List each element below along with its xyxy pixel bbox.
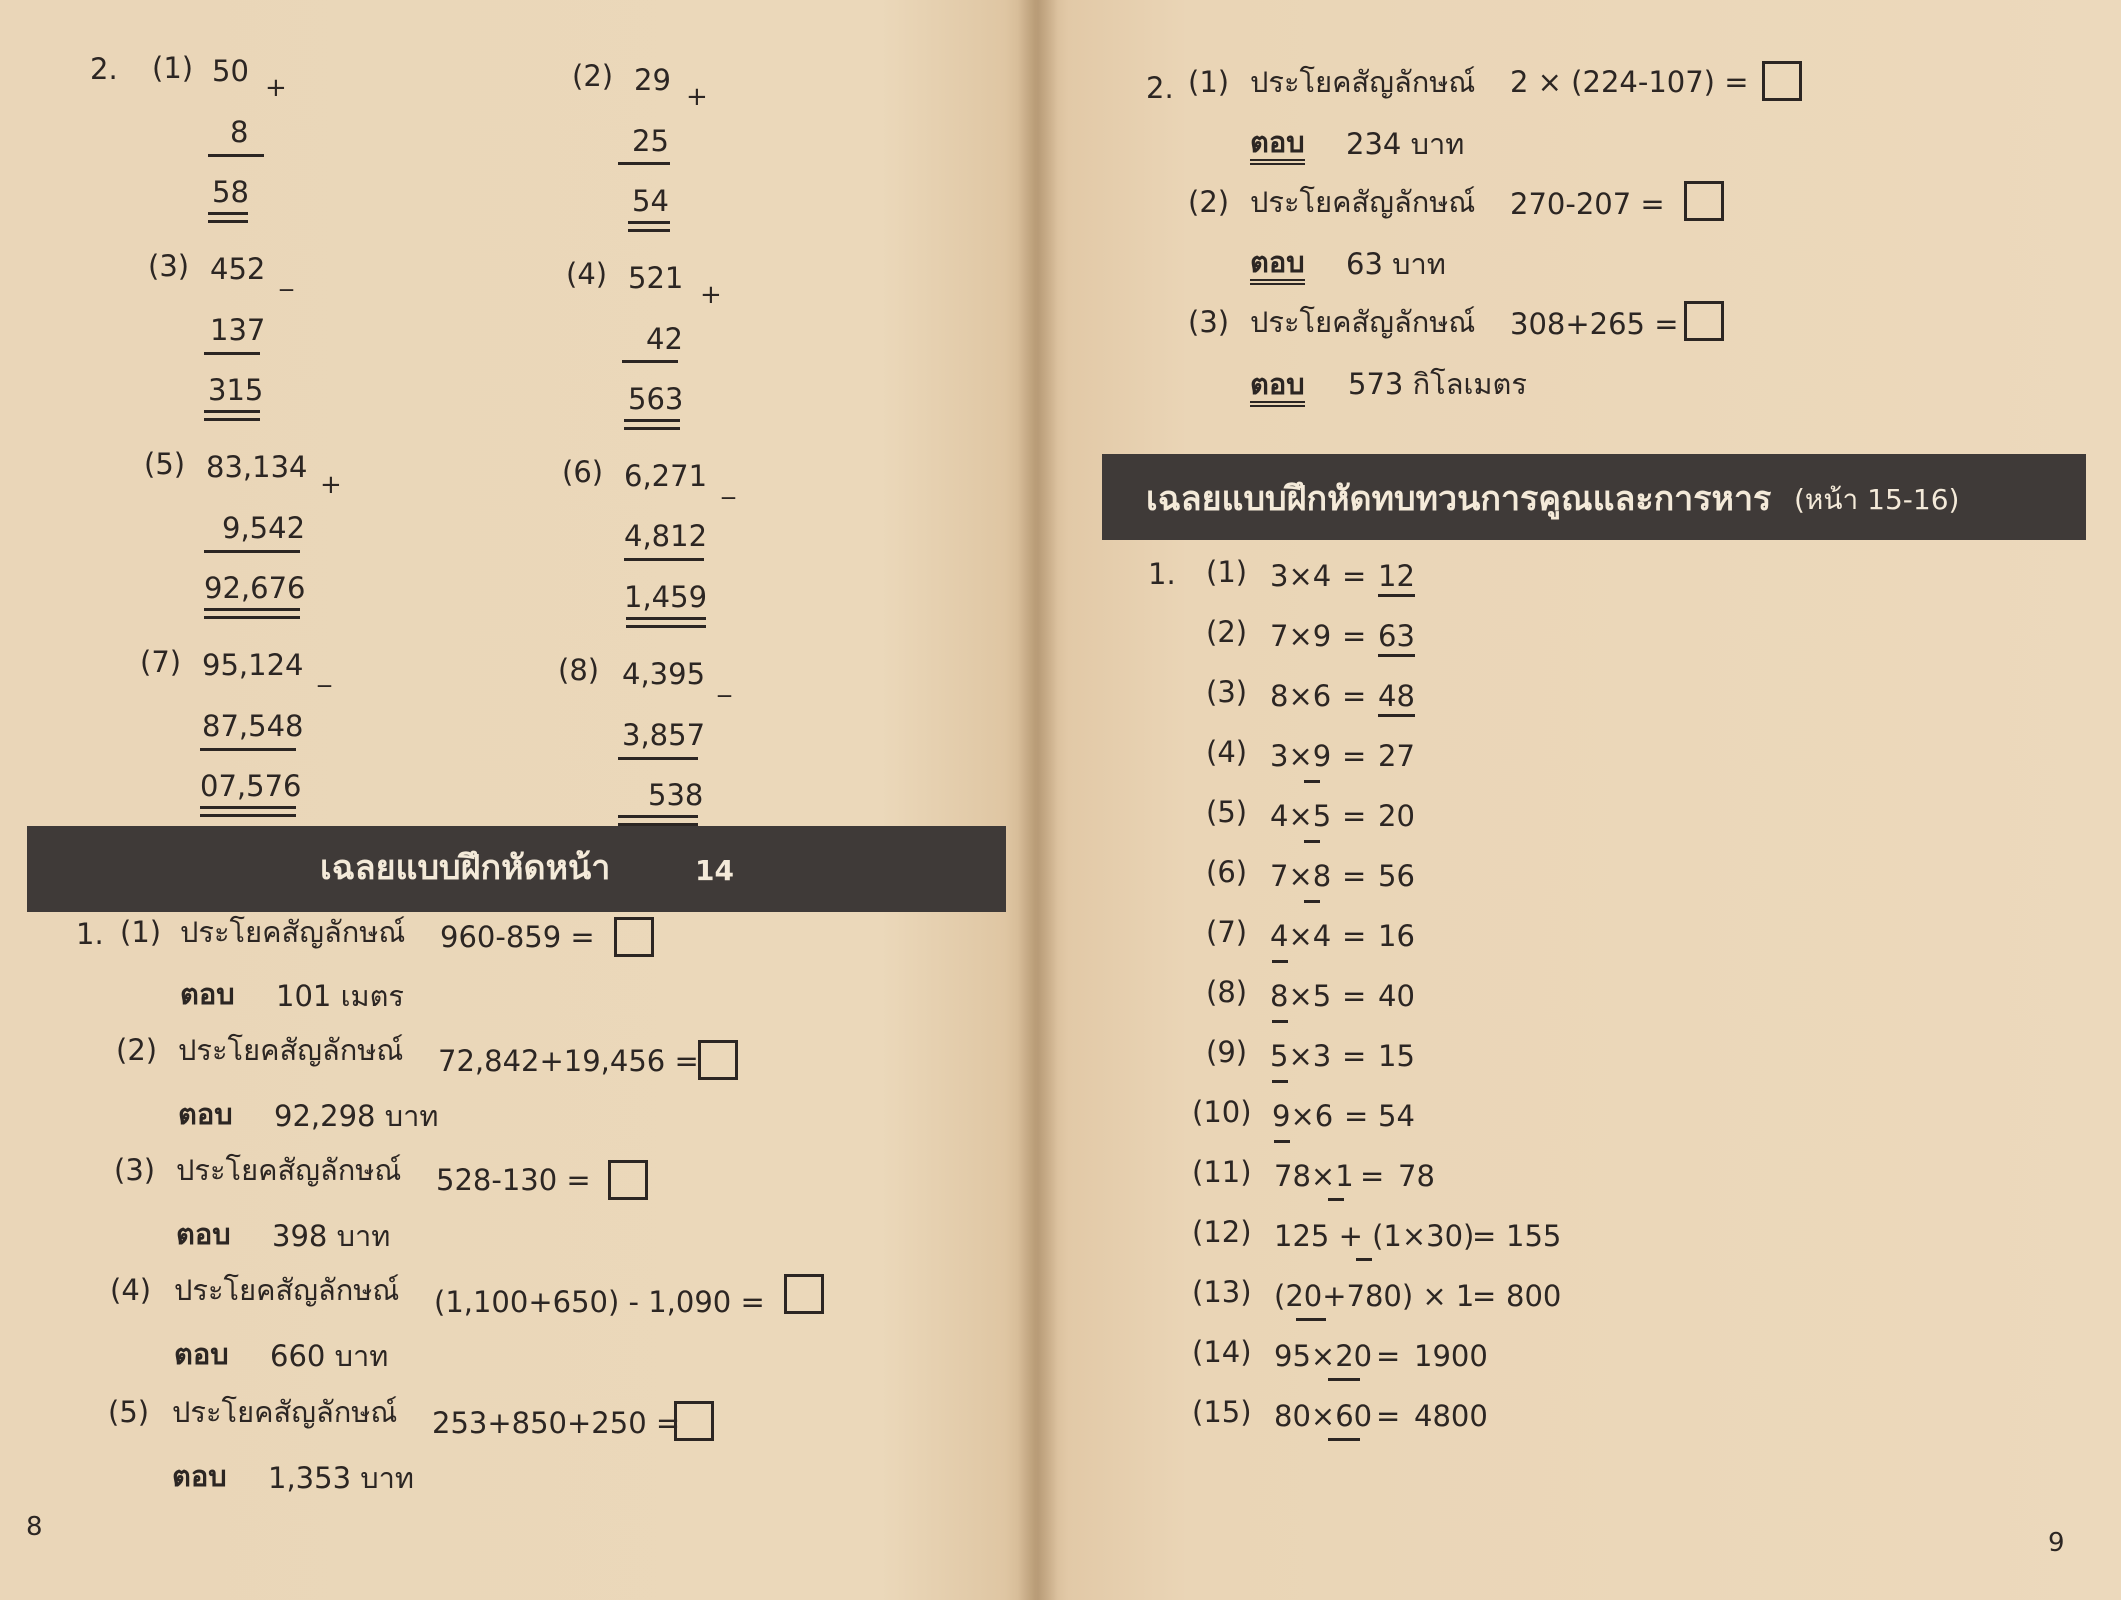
operand-mid: 9,542 bbox=[222, 511, 306, 545]
list-item-result: 15 bbox=[1378, 1039, 1415, 1073]
list-item-result: 40 bbox=[1378, 979, 1415, 1013]
banner-page-number: 14 bbox=[695, 854, 734, 887]
list-item-expr: 7×9 bbox=[1270, 619, 1332, 653]
operator: + bbox=[265, 73, 287, 103]
answer-value: 234 บาท bbox=[1346, 127, 1465, 161]
operator: _ bbox=[718, 668, 731, 698]
list-item-expr: 78×1 bbox=[1274, 1159, 1354, 1193]
answer-label: ตอบ bbox=[176, 1217, 231, 1251]
list-item-eq: = bbox=[1342, 979, 1367, 1013]
banner-pages: (หน้า 15-16) bbox=[1794, 483, 1960, 516]
factor-underline bbox=[1328, 1438, 1360, 1441]
expression: (1,100+650) - 1,090 = bbox=[434, 1285, 765, 1319]
operand-top: 83,134 bbox=[206, 450, 308, 484]
list-item-eq: = bbox=[1342, 799, 1367, 833]
list-item-result: 78 bbox=[1398, 1159, 1435, 1193]
list-item-expr: 125 + (1×30) bbox=[1274, 1219, 1475, 1253]
section-banner bbox=[1102, 454, 2086, 540]
list-item-result: 155 bbox=[1506, 1219, 1562, 1253]
list-item-eq: = bbox=[1342, 739, 1367, 773]
answer-label: ตอบ bbox=[172, 1459, 227, 1493]
result-double-line bbox=[204, 410, 260, 421]
list-item-result: 800 bbox=[1506, 1279, 1562, 1313]
item-label: (3) bbox=[1188, 305, 1230, 339]
answer-box bbox=[1762, 61, 1802, 101]
result-double-line bbox=[208, 212, 248, 223]
operand-mid: 42 bbox=[646, 322, 683, 356]
list-item-eq: = bbox=[1342, 919, 1367, 953]
factor-underline bbox=[1296, 1318, 1326, 1321]
list-item-result: 56 bbox=[1378, 859, 1415, 893]
item-label: (8) bbox=[558, 653, 600, 687]
answer-value: 398 บาท bbox=[272, 1219, 391, 1253]
factor-underline bbox=[1304, 900, 1320, 903]
list-item-eq: = bbox=[1376, 1339, 1401, 1373]
answer-label: ตอบ bbox=[174, 1337, 229, 1371]
sum-line bbox=[204, 550, 300, 553]
answer-label: ตอบ bbox=[180, 977, 235, 1011]
sentence-label: ประโยคสัญลักษณ์ bbox=[174, 1273, 400, 1307]
page-number: 8 bbox=[26, 1512, 43, 1542]
multiplication-section-number: 1. bbox=[1148, 557, 1176, 591]
list-item-label: (6) bbox=[1206, 855, 1248, 889]
answer-value: 101 เมตร bbox=[276, 979, 405, 1013]
item-label: (1) bbox=[152, 51, 194, 85]
item-label: (1) bbox=[1188, 65, 1230, 99]
sum-line bbox=[618, 757, 698, 760]
list-item-label: (10) bbox=[1192, 1095, 1252, 1129]
factor-underline bbox=[1328, 1198, 1344, 1201]
list-item-eq: = bbox=[1376, 1399, 1401, 1433]
list-item-expr: 4×4 bbox=[1270, 919, 1332, 953]
answer-label: ตอบ bbox=[1250, 128, 1305, 165]
section-2-number: 2. bbox=[1146, 71, 1174, 105]
list-item-eq: = bbox=[1342, 679, 1367, 713]
section-banner bbox=[27, 826, 1006, 912]
list-item-expr: 3×4 bbox=[1270, 559, 1332, 593]
answer-box bbox=[1684, 301, 1724, 341]
operator: + bbox=[700, 280, 722, 310]
list-item-expr: 8×6 bbox=[1270, 679, 1332, 713]
sentence-label: ประโยคสัญลักษณ์ bbox=[180, 915, 406, 949]
list-item-result: 4800 bbox=[1414, 1399, 1488, 1433]
list-item-result: 1900 bbox=[1414, 1339, 1488, 1373]
answer-box bbox=[614, 917, 654, 957]
list-item-expr: 7×8 bbox=[1270, 859, 1332, 893]
answer-box bbox=[674, 1401, 714, 1441]
list-item-eq: = bbox=[1342, 559, 1367, 593]
list-item-expr: 4×5 bbox=[1270, 799, 1332, 833]
answer-value: 63 บาท bbox=[1346, 247, 1446, 281]
list-item-eq: = bbox=[1342, 1039, 1367, 1073]
operator: _ bbox=[280, 262, 293, 292]
book-gutter bbox=[1018, 0, 1058, 1600]
list-item-label: (3) bbox=[1206, 675, 1248, 709]
operand-mid: 87,548 bbox=[202, 709, 304, 743]
sum-line bbox=[208, 154, 264, 157]
operand-mid: 8 bbox=[230, 115, 249, 149]
operator: _ bbox=[722, 470, 735, 500]
list-item-expr: 80×60 bbox=[1274, 1399, 1373, 1433]
list-item-result: 54 bbox=[1378, 1099, 1415, 1133]
answer-value: 1,353 บาท bbox=[268, 1461, 415, 1495]
list-item-eq: = bbox=[1342, 619, 1367, 653]
list-item-result: 27 bbox=[1378, 739, 1415, 773]
list-item-eq: = bbox=[1360, 1159, 1385, 1193]
list-item-label: (11) bbox=[1192, 1155, 1252, 1189]
answer-box bbox=[1684, 181, 1724, 221]
list-item-eq: = bbox=[1472, 1279, 1497, 1313]
item-label: (6) bbox=[562, 455, 604, 489]
list-item-result: 16 bbox=[1378, 919, 1415, 953]
list-item-eq: = bbox=[1344, 1099, 1369, 1133]
list-item-expr: (20+780) × 1 bbox=[1274, 1279, 1475, 1313]
operator: _ bbox=[318, 658, 331, 688]
item-label: (4) bbox=[110, 1273, 152, 1307]
result: 07,576 bbox=[200, 769, 302, 803]
item-label: (5) bbox=[144, 447, 186, 481]
result: 58 bbox=[212, 175, 249, 209]
factor-underline bbox=[1272, 960, 1288, 963]
operand-top: 95,124 bbox=[202, 648, 304, 682]
result: 54 bbox=[632, 184, 669, 218]
section-1-number: 1. bbox=[76, 917, 104, 951]
expression: 308+265 = bbox=[1510, 307, 1679, 341]
expression: 253+850+250 = bbox=[432, 1406, 681, 1440]
item-label: (3) bbox=[114, 1153, 156, 1187]
list-item-label: (5) bbox=[1206, 795, 1248, 829]
answer-box bbox=[698, 1040, 738, 1080]
sentence-label: ประโยคสัญลักษณ์ bbox=[172, 1395, 398, 1429]
sum-line bbox=[204, 352, 260, 355]
list-item-result: 20 bbox=[1378, 799, 1415, 833]
result: 1,459 bbox=[624, 580, 708, 614]
item-label: (5) bbox=[108, 1395, 150, 1429]
expression: 270-207 = bbox=[1510, 187, 1665, 221]
list-item-label: (4) bbox=[1206, 735, 1248, 769]
list-item-expr: 8×5 bbox=[1270, 979, 1332, 1013]
list-item-result: 12 bbox=[1378, 562, 1415, 597]
list-item-result: 63 bbox=[1378, 622, 1415, 657]
sentence-label: ประโยคสัญลักษณ์ bbox=[176, 1153, 402, 1187]
list-item-expr: 95×20 bbox=[1274, 1339, 1373, 1373]
list-item-label: (8) bbox=[1206, 975, 1248, 1009]
operand-top: 29 bbox=[634, 63, 671, 97]
item-label: (2) bbox=[572, 59, 614, 93]
banner-title: เฉลยแบบฝึกหัดทบทวนการคูณและการหาร bbox=[1146, 479, 1772, 519]
result-double-line bbox=[628, 221, 670, 232]
factor-underline bbox=[1274, 1140, 1290, 1143]
page-number: 9 bbox=[2048, 1528, 2065, 1558]
expression: 528-130 = bbox=[436, 1163, 591, 1197]
list-item-expr: 5×3 bbox=[1270, 1039, 1332, 1073]
sentence-label: ประโยคสัญลักษณ์ bbox=[1250, 65, 1476, 99]
factor-underline bbox=[1272, 1020, 1288, 1023]
list-item-eq: = bbox=[1342, 859, 1367, 893]
result: 538 bbox=[648, 778, 704, 812]
item-label: (4) bbox=[566, 257, 608, 291]
sum-line bbox=[200, 748, 296, 751]
list-item-expr: 3×9 bbox=[1270, 739, 1332, 773]
result-double-line bbox=[204, 608, 300, 619]
sum-line bbox=[618, 162, 670, 165]
factor-underline bbox=[1304, 840, 1320, 843]
factor-underline bbox=[1328, 1378, 1360, 1381]
answer-value: 92,298 บาท bbox=[274, 1099, 439, 1133]
operand-mid: 3,857 bbox=[622, 718, 706, 752]
operand-top: 521 bbox=[628, 261, 684, 295]
operand-top: 50 bbox=[212, 54, 249, 88]
operator: + bbox=[686, 82, 708, 112]
item-label: (7) bbox=[140, 645, 182, 679]
result: 315 bbox=[208, 373, 264, 407]
item-label: (2) bbox=[116, 1033, 158, 1067]
list-item-eq: = bbox=[1472, 1219, 1497, 1253]
answer-box bbox=[608, 1160, 648, 1200]
operand-mid: 137 bbox=[210, 313, 266, 347]
operator: + bbox=[320, 470, 342, 500]
sentence-label: ประโยคสัญลักษณ์ bbox=[1250, 185, 1476, 219]
item-label: (3) bbox=[148, 249, 190, 283]
result-double-line bbox=[618, 815, 698, 826]
factor-underline bbox=[1304, 780, 1320, 783]
result-double-line bbox=[624, 419, 680, 430]
expression: 2 × (224-107) = bbox=[1510, 65, 1749, 99]
list-item-label: (12) bbox=[1192, 1215, 1252, 1249]
result: 563 bbox=[628, 382, 684, 416]
answer-value: 660 บาท bbox=[270, 1339, 389, 1373]
answer-box bbox=[784, 1274, 824, 1314]
operand-mid: 4,812 bbox=[624, 519, 708, 553]
sentence-label: ประโยคสัญลักษณ์ bbox=[178, 1033, 404, 1067]
answer-label: ตอบ bbox=[1250, 248, 1305, 285]
result-double-line bbox=[626, 617, 706, 628]
operand-top: 4,395 bbox=[622, 657, 706, 691]
sum-line bbox=[624, 558, 704, 561]
answer-value: 573 กิโลเมตร bbox=[1348, 367, 1527, 401]
expression: 960-859 = bbox=[440, 920, 595, 954]
list-item-label: (1) bbox=[1206, 555, 1248, 589]
operand-top: 6,271 bbox=[624, 459, 708, 493]
result: 92,676 bbox=[204, 571, 306, 605]
list-item-label: (13) bbox=[1192, 1275, 1252, 1309]
left-page bbox=[0, 0, 1036, 1600]
item-label: (2) bbox=[1188, 185, 1230, 219]
list-item-expr: 9×6 bbox=[1272, 1099, 1334, 1133]
banner-title: เฉลยแบบฝึกหัดหน้า bbox=[320, 848, 611, 888]
list-item-label: (7) bbox=[1206, 915, 1248, 949]
factor-underline bbox=[1272, 1080, 1288, 1083]
list-item-result: 48 bbox=[1378, 682, 1415, 717]
factor-underline bbox=[1356, 1258, 1372, 1261]
operand-mid: 25 bbox=[632, 124, 669, 158]
expression: 72,842+19,456 = bbox=[438, 1044, 699, 1078]
problem-2-number: 2. bbox=[90, 52, 118, 86]
answer-label: ตอบ bbox=[1250, 370, 1305, 407]
list-item-label: (9) bbox=[1206, 1035, 1248, 1069]
item-label: (1) bbox=[120, 915, 162, 949]
right-page bbox=[1036, 0, 2121, 1600]
sum-line bbox=[622, 360, 678, 363]
result-double-line bbox=[200, 806, 296, 817]
sentence-label: ประโยคสัญลักษณ์ bbox=[1250, 305, 1476, 339]
answer-label: ตอบ bbox=[178, 1097, 233, 1131]
list-item-label: (15) bbox=[1192, 1395, 1252, 1429]
list-item-label: (2) bbox=[1206, 615, 1248, 649]
operand-top: 452 bbox=[210, 252, 266, 286]
list-item-label: (14) bbox=[1192, 1335, 1252, 1369]
